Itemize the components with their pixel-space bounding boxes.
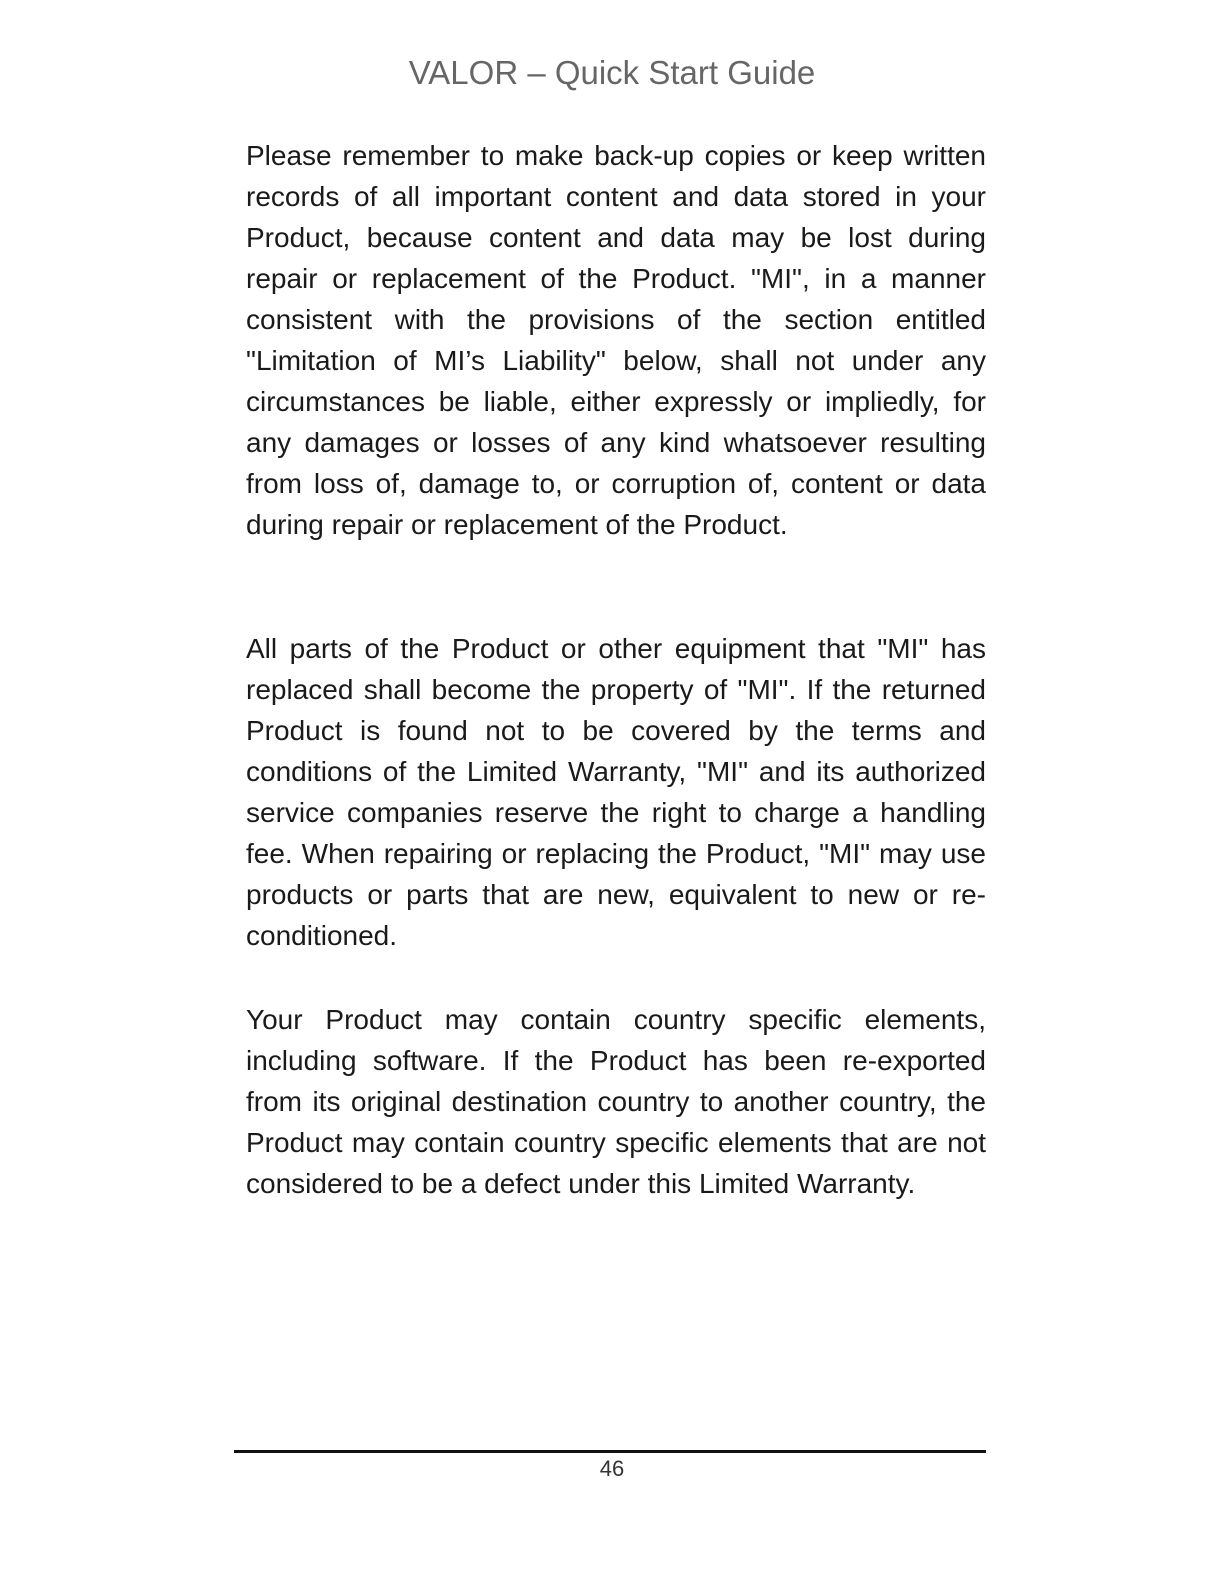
page-header-title: VALOR – Quick Start Guide [408, 54, 816, 91]
paragraph-country-elements: Your Product may contain country specific elements, including software. If the Product has been re-exported from its original destination country to another country, the Product may contain country specific elements that are not considered to be a defect under this Limited Warranty. [246, 1004, 986, 1199]
footer-divider [234, 1450, 986, 1453]
paragraph-data-backup: Please remember to make back-up copies or keep written records of all important content and data stored in your Product, because content and data may be lost during repair or replacement of the Product. "MI", in a manner consistent with the provisions of the section entitled "Limitation of MI’s Liability" below, shall not under any circumstances be liable, either expressly or impliedly, for any damages or losses of any kind whatsoever resulting from loss of, damage to, or corruption of, content or data during repair or replacement of the Product. [246, 140, 986, 540]
paragraph-replaced-parts: All parts of the Product or other equipment that "MI" has replaced shall become the property of "MI". If the returned Product is found not to be covered by the terms and conditions of the Limited Warranty, "MI" and its authorized service companies reserve the right to charge a handling fee. When repairing or replacing the Product, "MI" may use products or parts that are new, equivalent to new or re-conditioned. [246, 633, 986, 951]
page-number: 46 [599, 1456, 625, 1481]
